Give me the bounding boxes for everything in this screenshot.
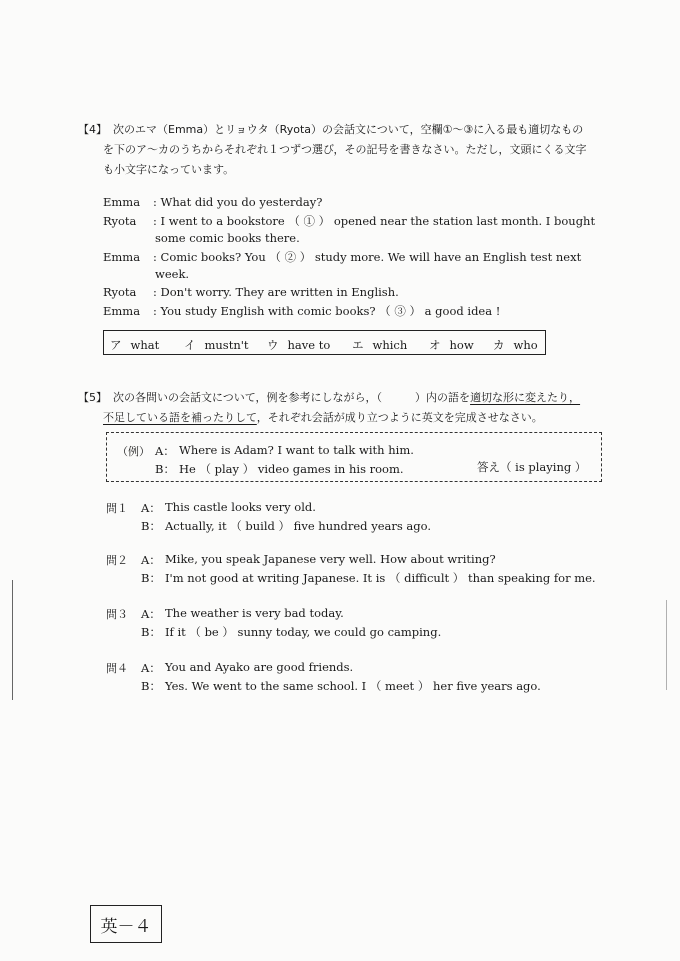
dialogue-text: I went to a bookstore （ ① ） opened near the station last month. I bought [160,214,596,228]
example-label: （例） [117,445,150,458]
dialogue-line: Emma : What did you do yesterday? [103,195,323,209]
speaker-b: B： [141,625,161,639]
section4-instruction-line1: 次のエマ（Emma）とリョウタ（Ryota）の会話文について，空欄①～③に入る最も適切なもの [113,123,584,136]
scan-margin-line [666,600,667,690]
question-label: 問１ [106,502,128,515]
dialogue-line: Ryota : I went to a bookstore （ ① ） opened near the station last month. I bought [103,214,596,228]
section5-instruction-line1: 次の各問いの会話文について，例を参考にしながら，（ ）内の語を適切な形に変えたり， [113,391,581,404]
section5-number: 【5】 [78,391,107,404]
choice-e: エ which [352,338,408,352]
choice-i: イ mustn't [184,338,249,352]
dialogue-text: What did you do yesterday? [160,195,323,209]
speaker-a: A： [141,661,161,675]
example-answer: 答え（ is playing ） [477,460,587,474]
example-b-speaker: B： [155,462,175,476]
speaker-name: Emma [103,195,141,209]
answer-choices-box [103,330,546,355]
dialogue-text: Don't worry. They are written in English. [160,285,399,299]
example-a-text: Where is Adam? I want to talk with him. [179,443,414,457]
dialogue-line: Ryota : Don't worry. They are written in English. [103,285,399,299]
section4-number: 【4】 [78,123,107,136]
choice-u: ウ have to [267,338,331,352]
dialogue-text: You study English with comic books? （ ③ ） a good idea ! [160,304,501,318]
example-a-speaker: A： [155,444,175,458]
section5-instruction-line2: 不足している語を補ったりして，それぞれ会話が成り立つように英文を完成させなさい。 [103,411,543,424]
speaker-name: Ryota [103,214,137,228]
line-a: You and Ayako are good friends. [165,660,354,674]
line-b: Actually, it （ build ） five hundred years ago. [165,519,432,533]
line-a: The weather is very bad today. [165,606,344,620]
line-b: If it （ be ） sunny today, we could go camping. [165,625,442,639]
speaker-b: B： [141,519,161,533]
dialogue-text-continued: some comic books there. [155,231,300,245]
question-label: 問４ [106,662,128,675]
choice-a: ア what [110,338,160,352]
speaker-name: Emma [103,250,141,264]
dialogue-line: Emma : Comic books? You （ ② ） study more. We will have an English test next [103,250,582,264]
choice-ka: カ who [493,338,538,352]
line-a: Mike, you speak Japanese very well. How about writing? [165,552,496,566]
speaker-name: Emma [103,304,141,318]
section4-instruction-line3: も小文字になっています。 [103,163,235,176]
dialogue-text: Comic books? You （ ② ） study more. We will have an English test next [160,250,582,264]
speaker-b: B： [141,679,161,693]
line-a: This castle looks very old. [165,500,316,514]
line-b: Yes. We went to the same school. I （ meet ） her five years ago. [165,679,541,693]
example-box [106,432,602,482]
example-b-text: He （ play ） video games in his room. [179,462,404,476]
page-label: 英－４ [90,905,162,943]
scan-margin-line [12,580,13,700]
question-label: 問２ [106,554,128,567]
line-b: I'm not good at writing Japanese. It is （ difficult ） than speaking for me. [165,571,596,585]
speaker-name: Ryota [103,285,137,299]
section4-instruction-line2: を下のア～カのうちからそれぞれ１つずつ選び，その記号を書きなさい。ただし，文頭にくる文字 [103,143,587,156]
choice-o: オ how [429,338,474,352]
speaker-b: B： [141,571,161,585]
speaker-a: A： [141,501,161,515]
speaker-a: A： [141,553,161,567]
dialogue-text-continued: week. [155,267,190,281]
question-label: 問３ [106,608,128,621]
dialogue-line: Emma : You study English with comic books? （ ③ ） a good idea ! [103,304,501,318]
speaker-a: A： [141,607,161,621]
